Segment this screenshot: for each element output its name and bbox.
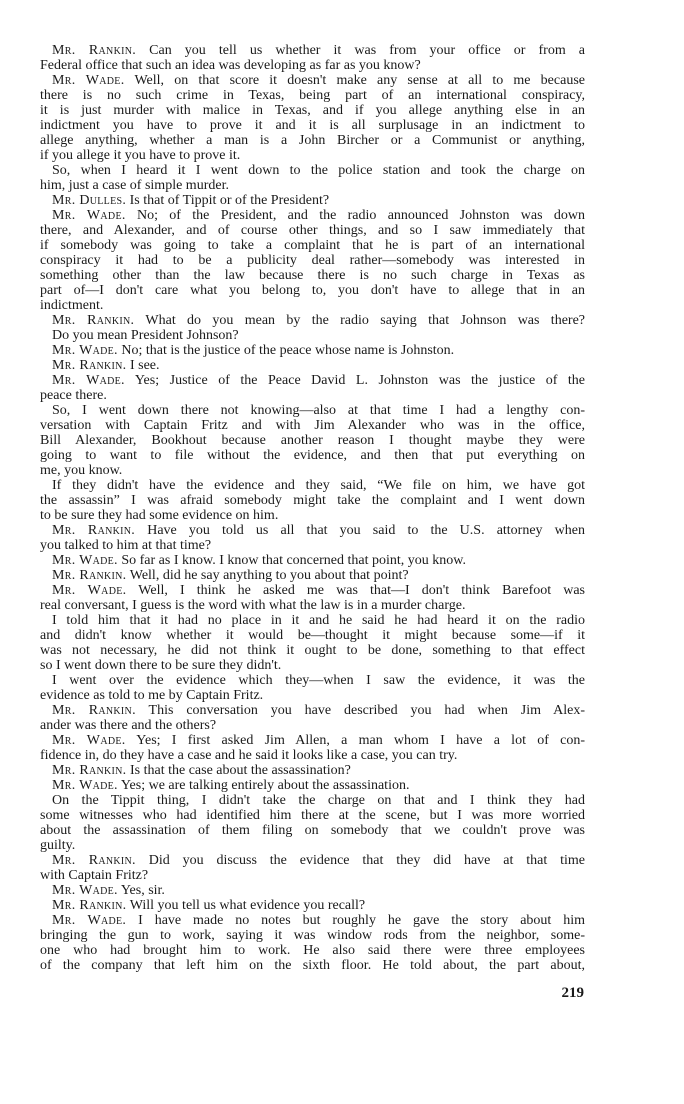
speaker-name: Mr. Wade. <box>52 778 118 793</box>
speaker-name: Mr. Wade. <box>52 553 118 568</box>
line-text: So far as I know. I know that concerned that point, you know. <box>121 553 466 568</box>
line-text: the assassin” I was afraid somebody might take the complaint and I went down <box>40 493 585 508</box>
text-line <box>40 493 585 508</box>
text-line <box>40 583 585 598</box>
text-line <box>40 778 585 793</box>
speech-paragraph <box>40 898 585 913</box>
speech-paragraph <box>40 373 585 403</box>
line-text: peace there. <box>40 388 107 403</box>
speech-paragraph <box>40 883 585 898</box>
text-line <box>40 328 585 343</box>
text-line <box>40 268 585 283</box>
speaker-name: Mr. Rankin. <box>52 853 136 868</box>
text-line <box>40 73 585 88</box>
line-text: ander was there and the others? <box>40 718 217 733</box>
text-line <box>40 313 585 328</box>
line-text: indictment you have to prove it and it is all surplusage in an indictment to <box>40 118 585 133</box>
line-text: and didn't know whether it would be—thought it might because some—if it <box>40 628 585 643</box>
text-line <box>40 718 585 733</box>
text-line <box>40 103 585 118</box>
speaker-name: Mr. Rankin. <box>52 358 127 373</box>
line-text: guilty. <box>40 838 76 853</box>
text-line <box>40 838 585 853</box>
line-text: about the assassination of them filing on somebody that we couldn't prove was <box>40 823 585 838</box>
speaker-name: Mr. Rankin. <box>52 568 127 583</box>
line-text: Federal office that such an idea was developing as far as you know? <box>40 58 421 73</box>
speaker-name: Mr. Rankin. <box>52 898 127 913</box>
text-line <box>40 283 585 298</box>
line-text: If they didn't have the evidence and they said, “We file on him, we have got <box>52 478 585 493</box>
speech-paragraph <box>40 568 585 583</box>
speech-paragraph <box>40 313 585 343</box>
text-line <box>40 913 585 928</box>
text-line <box>40 823 585 838</box>
text-line <box>40 568 585 583</box>
text-line <box>40 613 585 628</box>
text-line <box>40 598 585 613</box>
speaker-name: Mr. Rankin. <box>52 703 136 718</box>
speech-paragraph <box>40 343 585 358</box>
line-text: On the Tippit thing, I didn't take the charge on that and I think they had <box>52 793 585 808</box>
line-text: Do you mean President Johnson? <box>52 328 239 343</box>
text-line <box>40 853 585 868</box>
text-line <box>40 448 585 463</box>
line-text: Yes; Justice of the Peace David L. Johnston was the justice of the <box>134 373 585 388</box>
speaker-name: Mr. Dulles. <box>52 193 127 208</box>
speech-paragraph <box>40 553 585 568</box>
text-line <box>40 223 585 238</box>
speech-paragraph <box>40 778 585 793</box>
text-line <box>40 163 585 178</box>
line-text: conspiracy it had to be a publicity deal rather—somebody was interested in <box>40 253 585 268</box>
line-text: No; of the President, and the radio announced Johnston was down <box>136 208 585 223</box>
speech-paragraph <box>40 853 585 883</box>
speaker-name: Mr. Wade. <box>52 733 126 748</box>
line-text: I have made no notes but roughly he gave the story about him <box>138 913 585 928</box>
page-number: 219 <box>561 985 584 1001</box>
text-line <box>40 868 585 883</box>
text-line <box>40 463 585 478</box>
speech-paragraph <box>40 43 585 73</box>
text-line <box>40 538 585 553</box>
text-line <box>40 358 585 373</box>
line-text: So, when I heard it I went down to the police station and took the charge on <box>52 163 585 178</box>
line-text: Yes; I first asked Jim Allen, a man whom I have a lot of con- <box>136 733 585 748</box>
line-text: Well, did he say anything to you about that point? <box>129 568 409 583</box>
text-line <box>40 88 585 103</box>
line-text: Have you told us all that you said to the U.S. attorney when <box>147 523 585 538</box>
line-text: versation with Captain Fritz and with Jim Alexander who was in the office, <box>40 418 585 433</box>
text-line <box>40 343 585 358</box>
text-line <box>40 148 585 163</box>
line-text: one who had brought him to work. He also said there were three employees <box>40 943 585 958</box>
speech-paragraph <box>40 193 585 208</box>
text-line <box>40 523 585 538</box>
text-paragraph <box>40 163 585 193</box>
line-text: I told him that it had no place in it and he said he had heard it on the radio <box>52 613 585 628</box>
line-text: This conversation you have described you had when Jim Alex- <box>148 703 585 718</box>
text-line <box>40 433 585 448</box>
text-line <box>40 703 585 718</box>
line-text: Well, I think he asked me was that—I don't think Barefoot was <box>138 583 585 598</box>
line-text: part of—I don't care what you belong to, you don't have to allege that in an <box>40 283 585 298</box>
line-text: allege anything, whether a man is a John Bircher or a Communist or anything, <box>40 133 585 148</box>
speech-paragraph <box>40 703 585 733</box>
speech-paragraph <box>40 358 585 373</box>
speaker-name: Mr. Wade. <box>52 913 127 928</box>
text-line <box>40 193 585 208</box>
speaker-name: Mr. Wade. <box>52 883 118 898</box>
text-line <box>40 238 585 253</box>
text-line <box>40 658 585 673</box>
line-text: Yes, sir. <box>120 883 165 898</box>
text-paragraph <box>40 613 585 673</box>
text-line <box>40 688 585 703</box>
line-text: Yes; we are talking entirely about the assassination. <box>120 778 410 793</box>
line-text: Can you tell us whether it was from your office or from a <box>149 43 585 58</box>
line-text: there is no such crime in Texas, being part of an international conspiracy, <box>40 88 585 103</box>
line-text: of the company that left him on the sixth floor. He told about, the part about, <box>40 958 585 973</box>
text-paragraph <box>40 403 585 478</box>
speaker-name: Mr. Rankin. <box>52 313 135 328</box>
speech-paragraph <box>40 73 585 163</box>
text-line <box>40 178 585 193</box>
speech-paragraph <box>40 208 585 313</box>
line-text: I went over the evidence which they—when I saw the evidence, it was the <box>52 673 585 688</box>
speaker-name: Mr. Rankin. <box>52 763 127 778</box>
line-text: Did you discuss the evidence that they did have at that time <box>148 853 585 868</box>
text-line <box>40 298 585 313</box>
line-text: Bill Alexander, Bookhout because another reason I thought maybe they were <box>40 433 585 448</box>
line-text: so I went down there to be sure they didn't. <box>40 658 282 673</box>
document-page <box>40 43 585 973</box>
text-paragraph <box>40 673 585 703</box>
line-text: you talked to him at that time? <box>40 538 212 553</box>
line-text: with Captain Fritz? <box>40 868 149 883</box>
text-line <box>40 58 585 73</box>
speech-paragraph <box>40 733 585 763</box>
text-line <box>40 478 585 493</box>
line-text: it is just murder with malice in Texas, and if you allege anything else in an <box>40 103 585 118</box>
line-text: I see. <box>129 358 160 373</box>
line-text: was not necessary, he did not think it ought to be done, something to that effect <box>40 643 585 658</box>
line-text: No; that is the justice of the peace whose name is Johnston. <box>121 343 455 358</box>
text-line <box>40 388 585 403</box>
text-line <box>40 628 585 643</box>
text-line <box>40 943 585 958</box>
text-line <box>40 403 585 418</box>
line-text: going to want to file without the evidence, and then that put everything on <box>40 448 585 463</box>
text-line <box>40 763 585 778</box>
text-line <box>40 253 585 268</box>
line-text: if somebody was going to take a complaint that he is part of an international <box>40 238 585 253</box>
line-text: there, and Alexander, and of course other things, and so I saw immediately that <box>40 223 585 238</box>
text-paragraph <box>40 793 585 853</box>
text-line <box>40 118 585 133</box>
speech-paragraph <box>40 523 585 553</box>
line-text: some witnesses who had identified him there at the scene, but I was more worried <box>40 808 585 823</box>
text-line <box>40 553 585 568</box>
speaker-name: Mr. Rankin. <box>52 523 136 538</box>
line-text: fidence in, do they have a case and he said it looks like a case, you can try. <box>40 748 458 763</box>
text-line <box>40 958 585 973</box>
line-text: something other than the law because there is no such charge in Texas as <box>40 268 585 283</box>
text-line <box>40 793 585 808</box>
text-line <box>40 133 585 148</box>
line-text: evidence as told to me by Captain Fritz. <box>40 688 264 703</box>
line-text: Well, on that score it doesn't make any sense at all to me because <box>134 73 585 88</box>
text-line <box>40 208 585 223</box>
speech-paragraph <box>40 913 585 973</box>
line-text: if you allege it you have to prove it. <box>40 148 241 163</box>
text-line <box>40 508 585 523</box>
text-line <box>40 418 585 433</box>
speaker-name: Mr. Wade. <box>52 73 125 88</box>
text-line <box>40 883 585 898</box>
text-line <box>40 808 585 823</box>
line-text: him, just a case of simple murder. <box>40 178 229 193</box>
line-text: real conversant, I guess is the word with what the law is in a murder charge. <box>40 598 466 613</box>
line-text: to be sure they had some evidence on him. <box>40 508 279 523</box>
speaker-name: Mr. Wade. <box>52 373 125 388</box>
text-line <box>40 373 585 388</box>
text-line <box>40 928 585 943</box>
line-text: Is that of Tippit or of the President? <box>129 193 330 208</box>
speaker-name: Mr. Rankin. <box>52 43 137 58</box>
text-line <box>40 673 585 688</box>
speaker-name: Mr. Wade. <box>52 208 126 223</box>
text-line <box>40 733 585 748</box>
text-paragraph <box>40 478 585 523</box>
line-text: What do you mean by the radio saying that Johnson was there? <box>145 313 585 328</box>
line-text: bringing the gun to work, saying it was window rods from the neighbor, some- <box>40 928 585 943</box>
text-line <box>40 748 585 763</box>
text-line <box>40 643 585 658</box>
line-text: me, you know. <box>40 463 123 478</box>
speaker-name: Mr. Wade. <box>52 343 118 358</box>
line-text: indictment. <box>40 298 104 313</box>
line-text: Will you tell us what evidence you recall? <box>129 898 366 913</box>
speaker-name: Mr. Wade. <box>52 583 127 598</box>
text-line <box>40 43 585 58</box>
speech-paragraph <box>40 763 585 778</box>
line-text: Is that the case about the assassination? <box>129 763 351 778</box>
text-line <box>40 898 585 913</box>
speech-paragraph <box>40 583 585 613</box>
line-text: So, I went down there not knowing—also at that time I had a lengthy con- <box>52 403 585 418</box>
